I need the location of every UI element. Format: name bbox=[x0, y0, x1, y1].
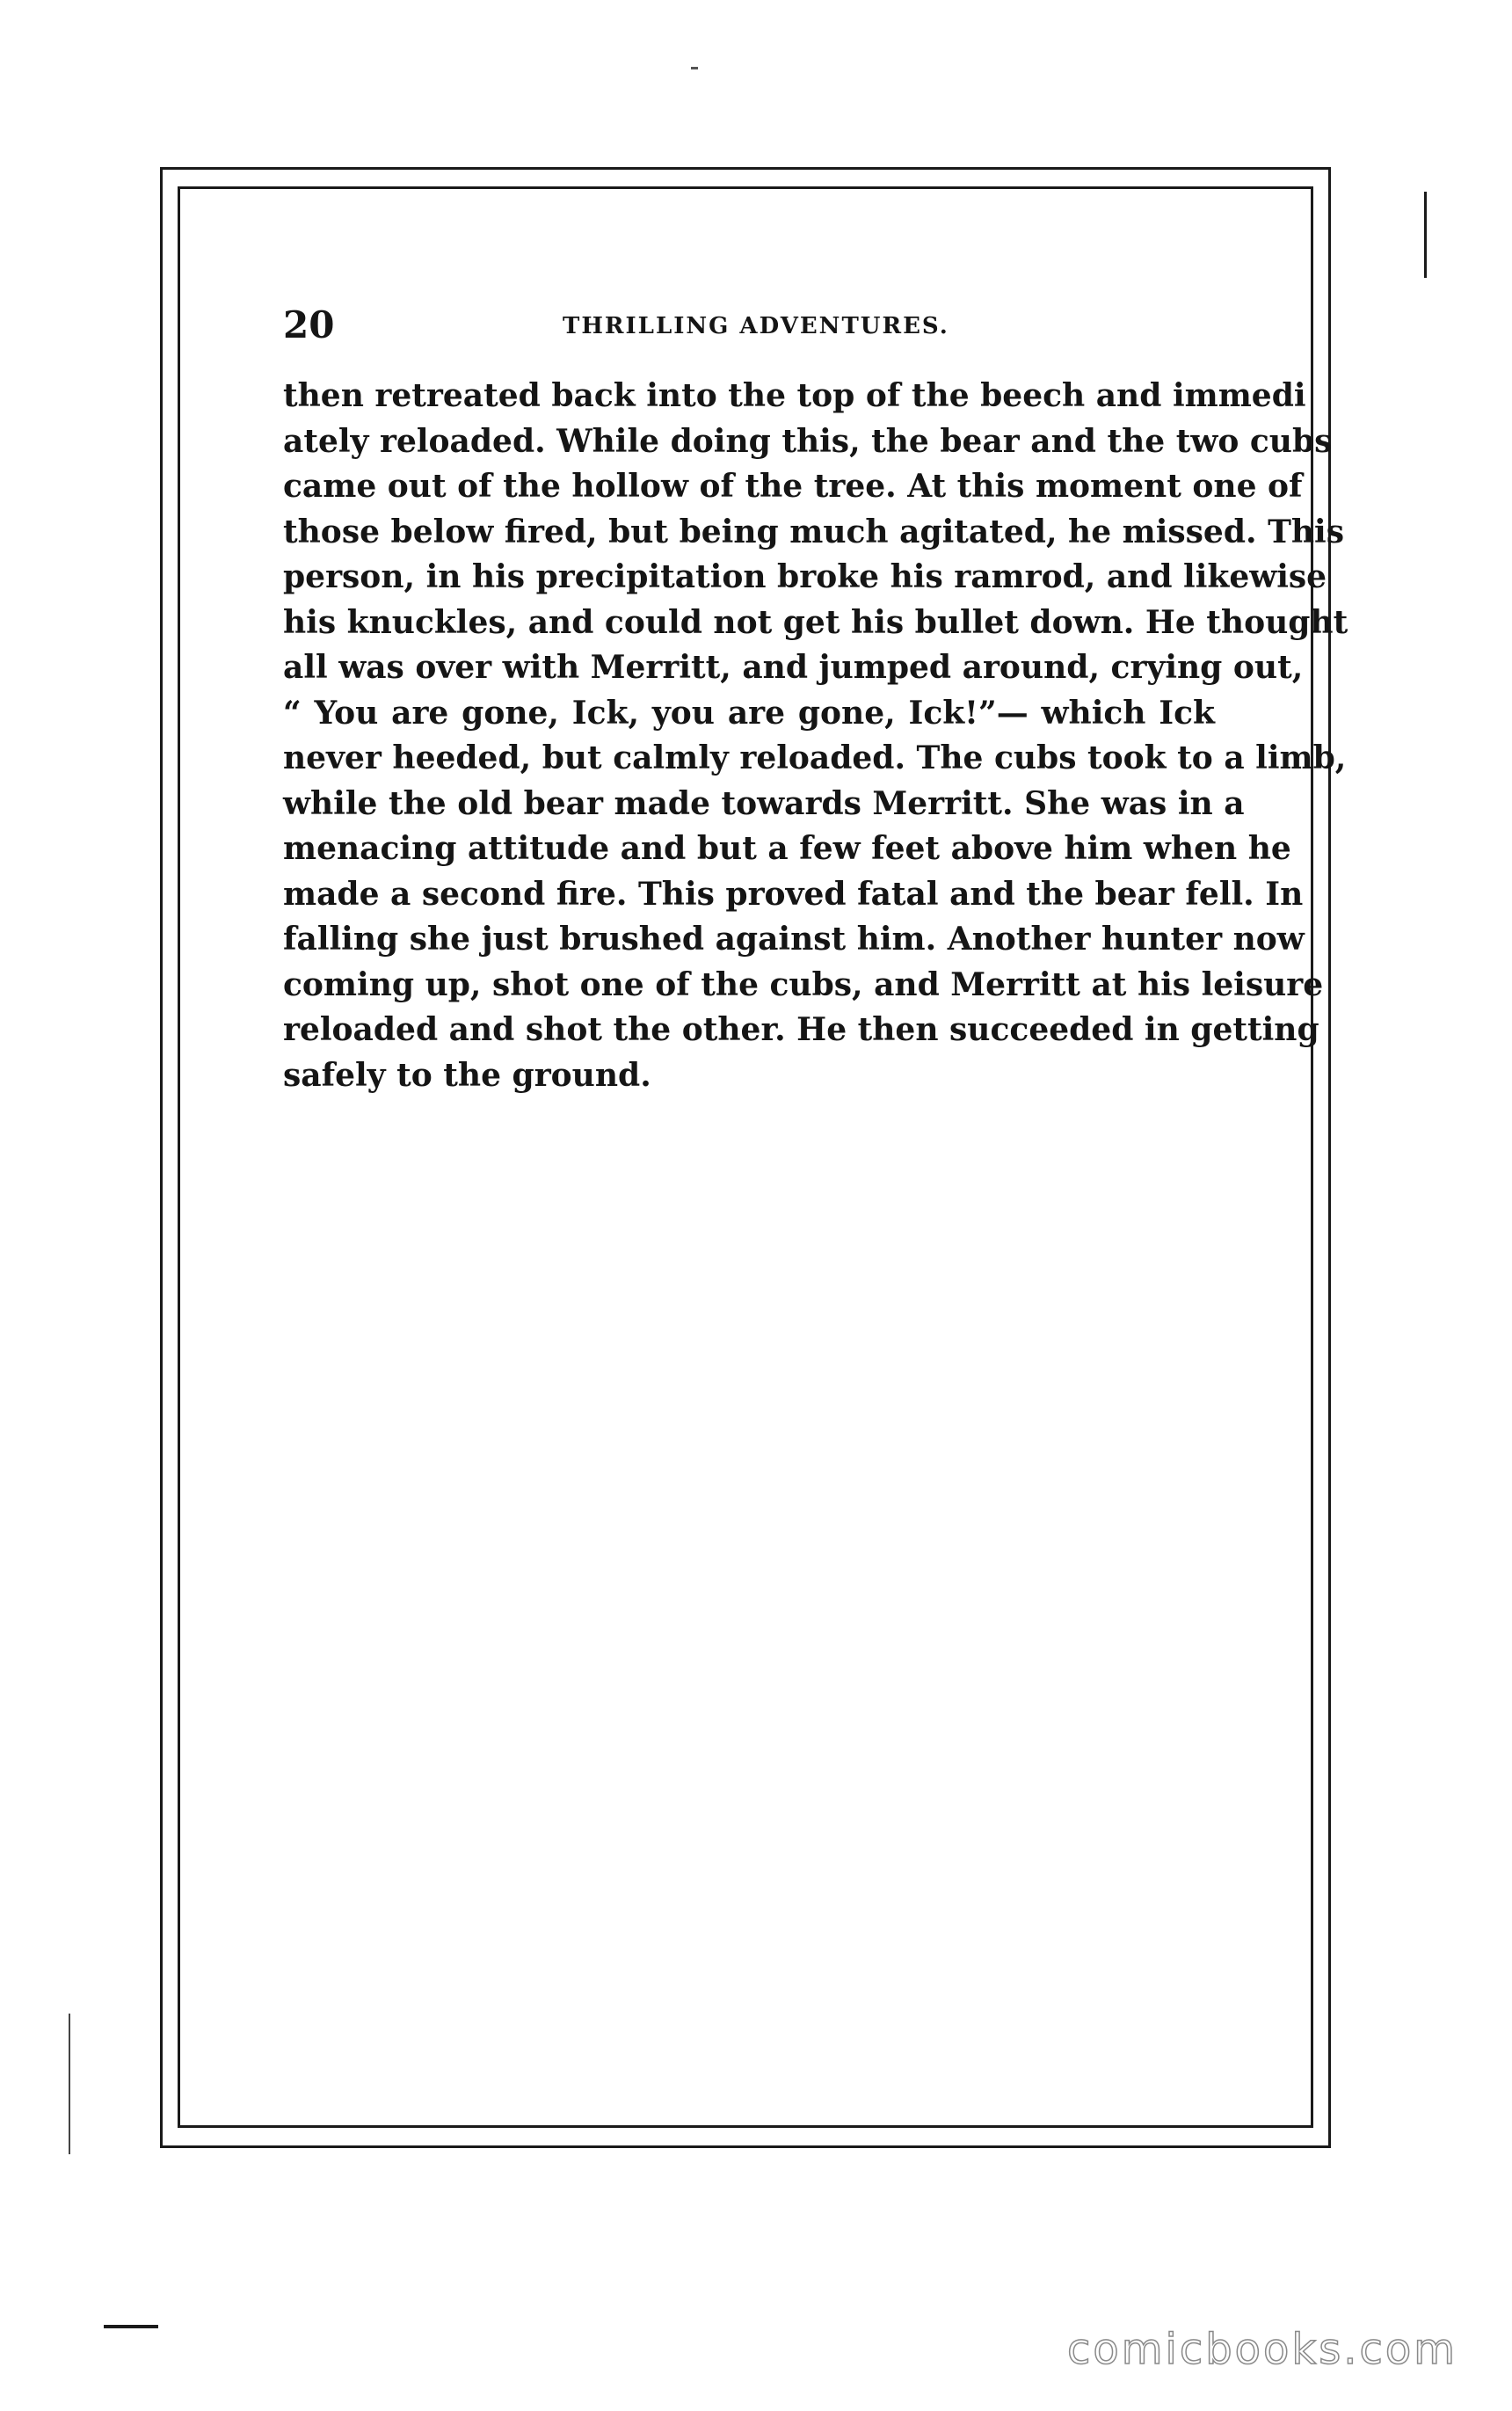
text-line: coming up, shot one of the cubs, and Merritt at his leisure bbox=[283, 965, 1324, 1003]
text-line: while the old bear made towards Merritt. She was in a bbox=[283, 784, 1245, 822]
text-line: menacing attitude and but a few feet above him when he bbox=[283, 830, 1291, 867]
body-text bbox=[283, 374, 1348, 1098]
text-line: reloaded and shot the other. He then succeeded in getting bbox=[283, 1011, 1319, 1048]
scan-mark-left bbox=[69, 2014, 70, 2154]
text-line: falling she just brushed against him. Another hunter now bbox=[283, 921, 1305, 958]
text-line: ately reloaded. While doing this, the bear and the two cubs bbox=[283, 422, 1333, 460]
text-line: safely to the ground. bbox=[283, 1056, 651, 1094]
text-line: then retreated back into the top of the beech and immedi bbox=[283, 377, 1306, 414]
watermark-logo: comicbooks.com bbox=[1066, 2325, 1457, 2374]
text-line: never heeded, but calmly reloaded. The cubs took to a limb, bbox=[283, 739, 1347, 776]
book-title: THRILLING ADVENTURES. bbox=[563, 313, 949, 339]
scan-mark-right bbox=[1424, 192, 1427, 278]
text-line: came out of the hollow of the tree. At this moment one of bbox=[283, 468, 1303, 505]
scan-dot bbox=[691, 67, 698, 69]
text-line: his knuckles, and could not get his bullet down. He thought bbox=[283, 603, 1348, 641]
scan-mark-bottom bbox=[104, 2325, 158, 2328]
page-number: 20 bbox=[283, 303, 335, 346]
text-line: all was over with Merritt, and jumped around, crying out, bbox=[283, 649, 1304, 686]
text-line: person, in his precipitation broke his ramrod, and likewise bbox=[283, 558, 1327, 595]
text-line: those below fired, but being much agitated, he missed. This bbox=[283, 513, 1344, 550]
text-line: made a second fire. This proved fatal and the bear fell. In bbox=[283, 875, 1304, 913]
running-head bbox=[283, 299, 1215, 352]
text-line: “ You are gone, Ick, you are gone, Ick!”— which Ick bbox=[283, 694, 1215, 732]
